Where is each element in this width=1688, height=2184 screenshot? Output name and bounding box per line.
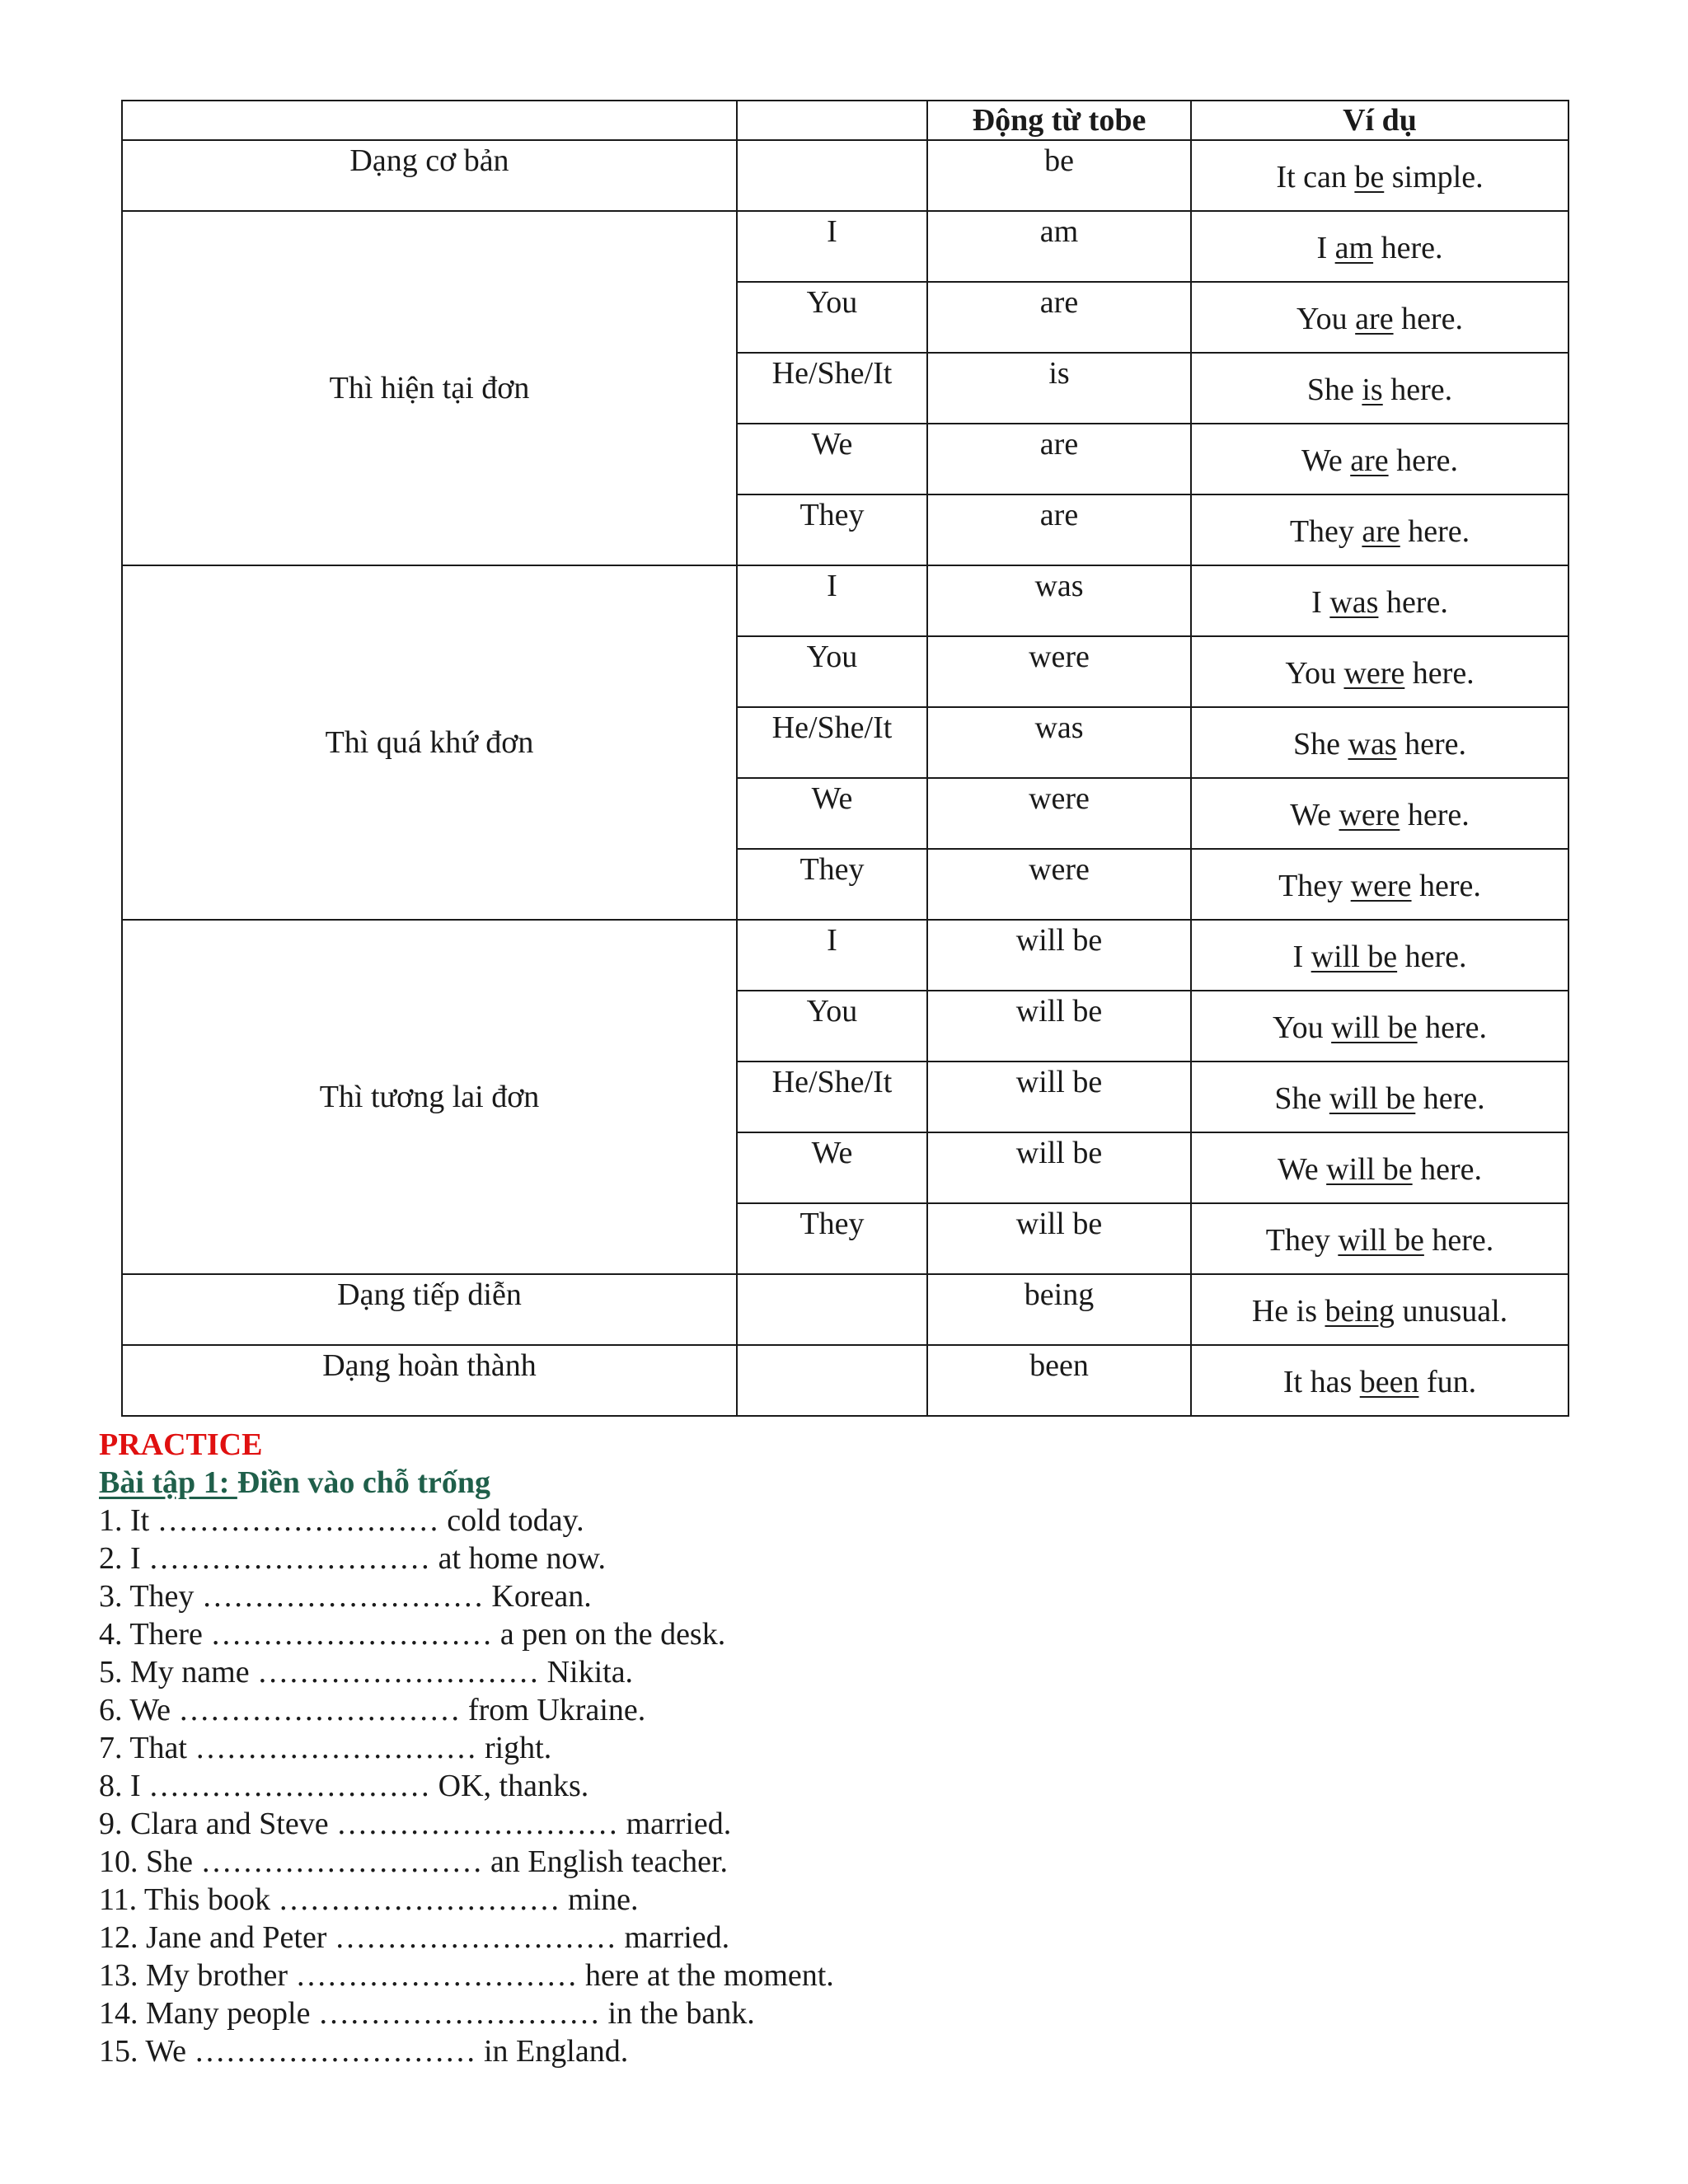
verb-label: been: [1029, 1348, 1089, 1383]
example-sentence: [1192, 708, 1568, 762]
exercise-item: 15. We ……………………… in England.: [99, 2034, 629, 2069]
subject-label: I: [827, 569, 837, 603]
exercise-instruction: Điền vào chỗ trống: [237, 1465, 491, 1500]
verb-label: are: [1039, 427, 1079, 462]
example-verb: was: [1348, 727, 1397, 762]
example-verb: been: [1359, 1365, 1419, 1399]
header-cell: [1191, 101, 1568, 140]
subject-label: We: [811, 781, 853, 816]
exercise-title: [99, 1464, 834, 1502]
header-label: Động từ tobe: [972, 103, 1146, 138]
subject-cell: [737, 353, 927, 424]
example-verb: am: [1334, 231, 1374, 265]
subject-label: You: [806, 640, 858, 674]
verb-label: be: [1044, 143, 1074, 178]
verb-label: will be: [1015, 1136, 1103, 1170]
exercise-item: 10. She ……………………… an English teacher.: [99, 1844, 729, 1879]
example-cell: [1191, 424, 1568, 494]
example-post: here.: [1412, 1152, 1483, 1187]
subject-cell: [737, 849, 927, 920]
example-post: here.: [1382, 373, 1453, 407]
example-cell: [1191, 211, 1568, 282]
example-sentence: [1192, 1133, 1568, 1188]
example-cell: [1191, 1203, 1568, 1274]
verb-label: will be: [1015, 1207, 1103, 1241]
subject-cell: [737, 424, 927, 494]
exercise-item: 7. That ……………………… right.: [99, 1731, 552, 1765]
verb-label: was: [1034, 569, 1084, 603]
example-post: here.: [1417, 1010, 1487, 1045]
subject-cell: [737, 778, 927, 849]
verb-label: are: [1039, 285, 1079, 320]
example-pre: It has: [1282, 1365, 1360, 1399]
example-post: here.: [1411, 869, 1481, 903]
subject-cell: [737, 1203, 927, 1274]
example-pre: They: [1289, 514, 1362, 549]
subject-label: They: [799, 498, 865, 532]
table-header-row: [122, 101, 1568, 140]
exercise-list: [99, 1502, 834, 2070]
subject-label: You: [806, 285, 858, 320]
example-post: here.: [1397, 940, 1467, 974]
form-label: Thì tương lai đơn: [319, 1080, 540, 1114]
example-post: here.: [1393, 302, 1463, 336]
example-sentence: [1192, 424, 1568, 479]
example-verb: was: [1329, 585, 1379, 620]
example-post: here.: [1404, 656, 1475, 691]
example-cell: [1191, 707, 1568, 778]
example-sentence: [1192, 283, 1568, 337]
form-cell: [122, 140, 737, 211]
subject-cell: [737, 707, 927, 778]
verb-cell: [927, 920, 1191, 991]
subject-cell: [737, 991, 927, 1062]
subject-cell: [737, 920, 927, 991]
example-cell: [1191, 778, 1568, 849]
example-sentence: [1192, 637, 1568, 691]
verb-label: being: [1024, 1277, 1095, 1312]
subject-label: You: [806, 994, 858, 1029]
table-row: [122, 1345, 1568, 1416]
example-verb: being: [1325, 1294, 1395, 1329]
verb-label: are: [1039, 498, 1079, 532]
verb-label: was: [1034, 710, 1084, 745]
tobe-conjugation-table: [121, 100, 1569, 1417]
subject-cell: [737, 211, 927, 282]
example-pre: We: [1277, 1152, 1327, 1187]
example-cell: [1191, 494, 1568, 565]
example-post: here.: [1400, 798, 1470, 832]
example-pre: She: [1306, 373, 1362, 407]
example-cell: [1191, 140, 1568, 211]
example-verb: will be: [1326, 1152, 1413, 1187]
example-pre: She: [1274, 1081, 1329, 1116]
example-verb: be: [1354, 160, 1385, 194]
example-sentence: [1192, 1062, 1568, 1117]
verb-cell: [927, 1345, 1191, 1416]
example-sentence: [1192, 141, 1568, 195]
example-pre: We: [1301, 443, 1351, 478]
verb-cell: [927, 849, 1191, 920]
subject-cell: [737, 1345, 927, 1416]
example-post: here.: [1378, 585, 1448, 620]
table-row: [122, 140, 1568, 211]
practice-heading: PRACTICE: [99, 1427, 263, 1462]
example-cell: [1191, 991, 1568, 1062]
form-cell: [122, 565, 737, 920]
example-cell: [1191, 1132, 1568, 1203]
verb-cell: [927, 282, 1191, 353]
verb-cell: [927, 1132, 1191, 1203]
header-cell: [927, 101, 1191, 140]
subject-label: [738, 141, 926, 143]
form-label: Thì hiện tại đơn: [329, 371, 530, 405]
subject-label: We: [811, 1136, 853, 1170]
example-verb: will be: [1329, 1081, 1416, 1116]
exercise-item: 6. We ……………………… from Ukraine.: [99, 1693, 646, 1727]
verb-cell: [927, 494, 1191, 565]
subject-label: He/She/It: [771, 710, 893, 745]
form-cell: [122, 1345, 737, 1416]
example-cell: [1191, 565, 1568, 636]
example-cell: [1191, 1062, 1568, 1132]
form-label: Dạng tiếp diễn: [337, 1277, 522, 1312]
verb-cell: [927, 211, 1191, 282]
example-verb: will be: [1331, 1010, 1418, 1045]
verb-label: will be: [1015, 1065, 1103, 1099]
verb-cell: [927, 778, 1191, 849]
verb-label: were: [1029, 852, 1090, 887]
header-cell: [737, 101, 927, 140]
subject-cell: [737, 636, 927, 707]
table-row: [122, 920, 1568, 991]
exercise-item: 13. My brother ……………………… here at the moment.: [99, 1958, 834, 1993]
example-pre: I: [1292, 940, 1311, 974]
example-pre: They: [1278, 869, 1351, 903]
example-pre: You: [1296, 302, 1356, 336]
exercise-item: 11. This book ……………………… mine.: [99, 1882, 639, 1917]
example-sentence: [1192, 212, 1568, 266]
exercise-item: 14. Many people ……………………… in the bank.: [99, 1996, 755, 2031]
example-post: here.: [1396, 727, 1466, 762]
example-cell: [1191, 636, 1568, 707]
example-verb: were: [1343, 656, 1405, 691]
form-label: Dạng cơ bản: [349, 143, 509, 178]
subject-label: [738, 1275, 926, 1277]
exercise-number: Bài tập 1:: [99, 1465, 237, 1500]
table-row: [122, 565, 1568, 636]
example-sentence: [1192, 566, 1568, 621]
verb-cell: [927, 707, 1191, 778]
subject-cell: [737, 1062, 927, 1132]
example-pre: I: [1311, 585, 1330, 620]
example-verb: will be: [1311, 940, 1398, 974]
example-post: here.: [1423, 1223, 1494, 1258]
exercise-item: 1. It ……………………… cold today.: [99, 1503, 584, 1538]
verb-cell: [927, 991, 1191, 1062]
example-verb: are: [1362, 514, 1400, 549]
example-sentence: [1192, 1346, 1568, 1400]
exercise-item: 4. There ……………………… a pen on the desk.: [99, 1617, 726, 1652]
verb-cell: [927, 424, 1191, 494]
example-sentence: [1192, 921, 1568, 975]
example-verb: were: [1350, 869, 1412, 903]
example-post: here.: [1388, 443, 1458, 478]
example-cell: [1191, 1274, 1568, 1345]
verb-label: will be: [1015, 994, 1103, 1029]
subject-cell: [737, 140, 927, 211]
example-sentence: [1192, 1204, 1568, 1258]
form-cell: [122, 1274, 737, 1345]
example-pre: They: [1265, 1223, 1339, 1258]
subject-cell: [737, 1132, 927, 1203]
subject-label: He/She/It: [771, 1065, 893, 1099]
example-post: here.: [1400, 514, 1470, 549]
verb-cell: [927, 140, 1191, 211]
example-pre: It can: [1276, 160, 1355, 194]
example-post: here.: [1373, 231, 1443, 265]
example-verb: were: [1339, 798, 1400, 832]
table-row: [122, 1274, 1568, 1345]
example-verb: are: [1355, 302, 1394, 336]
verb-cell: [927, 1062, 1191, 1132]
header-label: Ví dụ: [1343, 103, 1417, 138]
example-pre: I: [1316, 231, 1335, 265]
subject-label: [738, 1346, 926, 1347]
subject-label: I: [827, 923, 837, 958]
example-pre: We: [1290, 798, 1339, 832]
table-row: [122, 211, 1568, 282]
form-cell: [122, 920, 737, 1274]
verb-cell: [927, 636, 1191, 707]
verb-cell: [927, 565, 1191, 636]
example-pre: You: [1285, 656, 1344, 691]
example-cell: [1191, 849, 1568, 920]
verb-label: am: [1039, 214, 1079, 249]
example-post: simple.: [1384, 160, 1484, 194]
exercise-item: 9. Clara and Steve ……………………… married.: [99, 1807, 732, 1841]
exercise-item: 2. I ……………………… at home now.: [99, 1541, 606, 1576]
example-cell: [1191, 920, 1568, 991]
example-verb: are: [1350, 443, 1389, 478]
example-sentence: [1192, 779, 1568, 833]
subject-label: They: [799, 1207, 865, 1241]
verb-label: were: [1029, 640, 1090, 674]
example-verb: will be: [1338, 1223, 1424, 1258]
subject-cell: [737, 494, 927, 565]
practice-section: [99, 1426, 834, 2070]
form-label: Thì quá khứ đơn: [325, 725, 534, 760]
verb-cell: [927, 1203, 1191, 1274]
subject-label: He/She/It: [771, 356, 893, 391]
form-cell: [122, 211, 737, 565]
verb-label: will be: [1015, 923, 1103, 958]
example-sentence: [1192, 991, 1568, 1046]
example-cell: [1191, 353, 1568, 424]
example-pre: She: [1293, 727, 1348, 762]
verb-cell: [927, 353, 1191, 424]
example-sentence: [1192, 1275, 1568, 1329]
example-verb: is: [1362, 373, 1383, 407]
example-sentence: [1192, 354, 1568, 408]
subject-label: I: [827, 214, 837, 249]
example-pre: You: [1272, 1010, 1332, 1045]
subject-label: They: [799, 852, 865, 887]
example-post: here.: [1415, 1081, 1485, 1116]
example-sentence: [1192, 495, 1568, 550]
example-pre: He is: [1251, 1294, 1325, 1329]
exercise-item: 12. Jane and Peter ……………………… married.: [99, 1920, 730, 1955]
subject-cell: [737, 565, 927, 636]
exercise-item: 8. I ……………………… OK, thanks.: [99, 1769, 589, 1803]
exercise-item: 5. My name ……………………… Nikita.: [99, 1655, 634, 1690]
header-cell: [122, 101, 737, 140]
subject-cell: [737, 1274, 927, 1345]
verb-cell: [927, 1274, 1191, 1345]
form-label: Dạng hoàn thành: [322, 1348, 537, 1383]
subject-label: We: [811, 427, 853, 462]
subject-cell: [737, 282, 927, 353]
example-post: fun.: [1418, 1365, 1477, 1399]
verb-label: were: [1029, 781, 1090, 816]
example-sentence: [1192, 850, 1568, 904]
example-cell: [1191, 282, 1568, 353]
exercise-item: 3. They ……………………… Korean.: [99, 1579, 592, 1614]
example-cell: [1191, 1345, 1568, 1416]
example-post: unusual.: [1394, 1294, 1508, 1329]
verb-label: is: [1048, 356, 1070, 391]
